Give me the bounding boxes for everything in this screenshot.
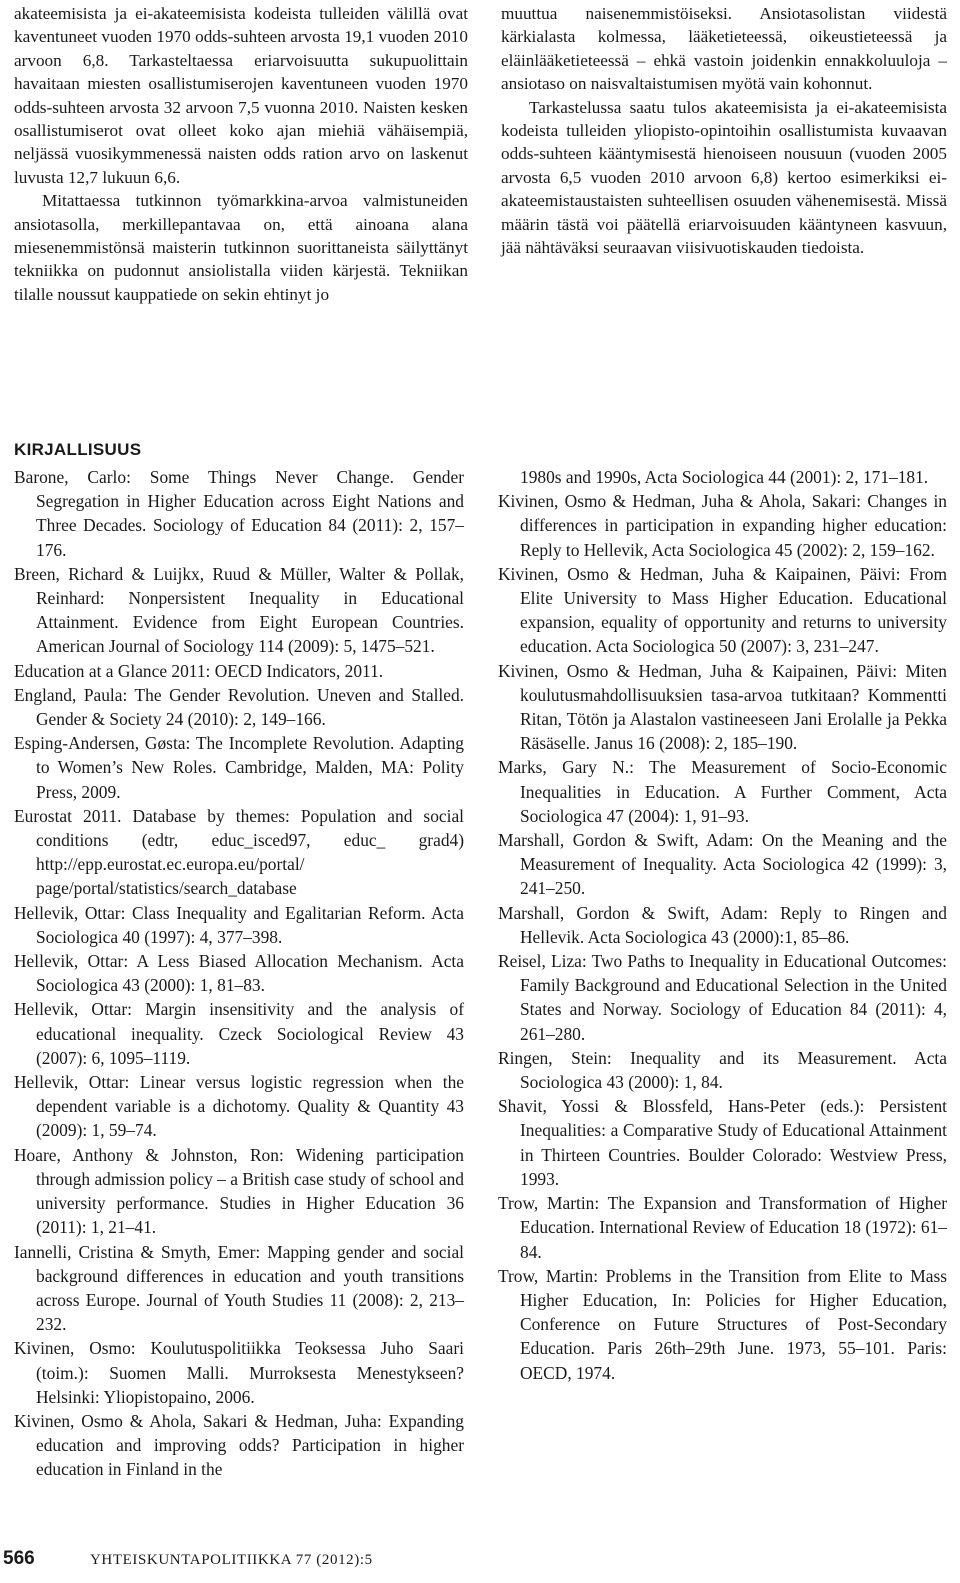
reference-entry: Education at a Glance 2011: OECD Indicators, 2011.	[14, 660, 384, 681]
reference-entry: Hellevik, Ottar: Class Inequality and Egalitarian Reform. Acta Sociologica 40 (1997): 4, 377–398.	[14, 902, 464, 947]
reference-entry: Shavit, Yossi & Blossfeld, Hans-Peter (eds.): Persistent Inequalities: a Comparative Study of Educational Attainment in Thirteen Countries. Boulder Colorado: Westview Press, 1993.	[498, 1096, 947, 1189]
reference-entry: Trow, Martin: Problems in the Transition from Elite to Mass Higher Education, In: Policies for Higher Education, Conference on Future Structures of Post-Secondary Education. Paris 26th–29th June. 1973, 55–101. Paris: OECD, 1974.	[498, 1265, 947, 1383]
body-paragraph: akateemisista ja ei-akateemisista kodeista tulleiden välillä ovat kaventuneet vuoden 1970 odds-suhteen arvosta 19,1 vuoden 2010 arvoon 6,8. Tarkasteltaessa eriarvoisuutta sukupuolittain havaitaan miesten osallistumiserojen kaventuneen vuoden 1970 odds-suhteen arvosta 32 arvoon 7,5 vuonna 2010. Naisten kesken osallistumiserot ovat olleet koko ajan miehiä vähäisempiä, neljässä vuosikymmenessä naisten odds ration arvo on laskenut luvusta 12,7 lukuun 6,6.	[14, 4, 468, 187]
page-number: 566	[3, 1548, 35, 1569]
reference-entry: Trow, Martin: The Expansion and Transformation of Higher Education. International Review of Education 18 (1972): 61–84.	[498, 1193, 947, 1262]
reference-entry: Kivinen, Osmo & Hedman, Juha & Kaipainen, Päivi: Miten koulutusmahdollisuuksien tasa-arvoa tutkitaan? Kommentti Ritan, Tötön ja Alastalon vastineeseen Jani Erolalle ja Pekka Räsäselle. Janus 16 (2008): 2, 185–190.	[498, 660, 947, 754]
reference-entry: Hellevik, Ottar: Linear versus logistic regression when the dependent variable is a dichotomy. Quality & Quantity 43 (2009): 1, 59–74.	[14, 1072, 464, 1141]
reference-entry: Hoare, Anthony & Johnston, Ron: Widening participation through admission policy – a British case study of school and university performance. Studies in Higher Education 36 (2011): 1, 21–41.	[14, 1144, 464, 1238]
reference-entry: Barone, Carlo: Some Things Never Change. Gender Segregation in Higher Education across Eight Nations and Three Decades. Sociology of Education 84 (2011): 2, 157–176.	[14, 467, 464, 560]
references-column-left	[14, 465, 464, 1482]
references-column-right	[498, 465, 947, 1385]
reference-entry: Kivinen, Osmo & Hedman, Juha & Ahola, Sakari: Changes in differences in participation in expanding higher education: Reply to Hellevik, Acta Sociologica 45 (2002): 2, 159–162.	[498, 491, 947, 560]
reference-entry: Marks, Gary N.: The Measurement of Socio-Economic Inequalities in Education. A Further Comment, Acta Sociologica 47 (2004): 1, 91–93.	[498, 757, 947, 826]
body-paragraph: Mitattaessa tutkinnon työmarkkina-arvoa valmistuneiden ansiotasolla, merkillepantavaa on, että ainoana alana miesenemmistönsä maisterin tutkinnon suorittaneista säilyttänyt tekniikka on pudonnut ansiolistalla viiden kärjestä. Tekniikan tilalle noussut kauppatiede on sekin ehtinyt jo	[14, 191, 468, 304]
reference-entry: England, Paula: The Gender Revolution. Uneven and Stalled. Gender & Society 24 (2010): 2, 149–166.	[14, 684, 464, 730]
body-column-left	[14, 2, 468, 306]
reference-entry: Kivinen, Osmo & Ahola, Sakari & Hedman, Juha: Expanding education and improving odds? Participation in higher education in Finland in the	[14, 1410, 464, 1480]
reference-entry: Ringen, Stein: Inequality and its Measurement. Acta Sociologica 43 (2000): 1, 84.	[498, 1047, 947, 1093]
reference-entry: Hellevik, Ottar: Margin insensitivity and the analysis of educational inequality. Czeck Sociological Review 43 (2007): 6, 1095–1119.	[14, 999, 464, 1068]
reference-entry: Marshall, Gordon & Swift, Adam: Reply to Ringen and Hellevik. Acta Sociologica 43 (2000):1, 85–86.	[498, 902, 947, 947]
journal-name: YHTEISKUNTAPOLITIIKKA 77 (2012):5	[90, 1552, 373, 1568]
reference-entry: Kivinen, Osmo & Hedman, Juha & Kaipainen, Päivi: From Elite University to Mass Higher Education. Educational expansion, equality of opportunity and returns to university education. Acta Sociologica 50 (2007): 3, 231–247.	[498, 563, 947, 657]
reference-entry: Esping-Andersen, Gøsta: The Incomplete Revolution. Adapting to Women’s New Roles. Cambridge, Malden, MA: Polity Press, 2009.	[14, 733, 464, 802]
body-paragraph: Tarkastelussa saatu tulos akateemisista ja ei-akateemisista kodeista tulleiden yliopisto-opintoihin osallistumista kuvaavan odds-suhteen kääntymisestä hienoiseen nousuun (vuoden 2005 arvosta 6,5 vuoden 2010 arvoon 6,8) kertoo esimerkiksi ei-akateemistaustaisten suhteellisen osuuden vähenemisestä. Missä määrin tästä voi päätellä eriarvoisuuden kääntyneen kasvuun, jää nähtäväksi seuraavan viisivuotiskauden tiedoista.	[501, 97, 947, 258]
references-heading: KIRJALLISUUS	[14, 440, 142, 459]
reference-entry: Eurostat 2011. Database by themes: Population and social conditions (edtr, educ_isced97, educ_ grad4) http://epp.eurostat.ec.europa.eu/portal/ page/portal/statistics/search_database	[14, 805, 464, 899]
body-paragraph: muuttua naisenemmistöiseksi. Ansiotasolistan viidestä kärkialasta kolmessa, lääketieteessä, oikeustieteessä ja eläinlääketieteessä – ehkä vastoin joidenkin ennakkoluuloja – ansiotaso on naisvaltaistumisen myötä vain kohonnut.	[501, 4, 947, 94]
reference-entry: Marshall, Gordon & Swift, Adam: On the Meaning and the Measurement of Inequality. Acta Sociologica 42 (1999): 3, 241–250.	[498, 830, 947, 899]
reference-continuation: 1980s and 1990s, Acta Sociologica 44 (2001): 2, 171–181.	[520, 467, 929, 487]
reference-entry: Kivinen, Osmo: Koulutuspolitiikka Teoksessa Juho Saari (toim.): Suomen Malli. Murroksesta Menestykseen? Helsinki: Yliopistopaino, 2006.	[14, 1338, 464, 1407]
body-column-right	[501, 2, 947, 259]
page-footer	[0, 1544, 960, 1576]
reference-entry: Reisel, Liza: Two Paths to Inequality in Educational Outcomes: Family Background and Educational Selection in the United States and Norway. Sociology of Education 84 (2011): 4, 261–280.	[498, 951, 947, 1044]
reference-entry: Iannelli, Cristina & Smyth, Emer: Mapping gender and social background differences in education and youth transitions across Europe. Journal of Youth Studies 11 (2008): 2, 213–232.	[14, 1241, 464, 1335]
reference-entry: Breen, Richard & Luijkx, Ruud & Müller, Walter & Pollak, Reinhard: Nonpersistent Inequality in Educational Attainment. Evidence from Eight European Countries. American Journal of Sociology 114 (2009): 5, 1475–521.	[14, 563, 464, 657]
reference-entry: Hellevik, Ottar: A Less Biased Allocation Mechanism. Acta Sociologica 43 (2000): 1, 81–83.	[14, 951, 464, 996]
